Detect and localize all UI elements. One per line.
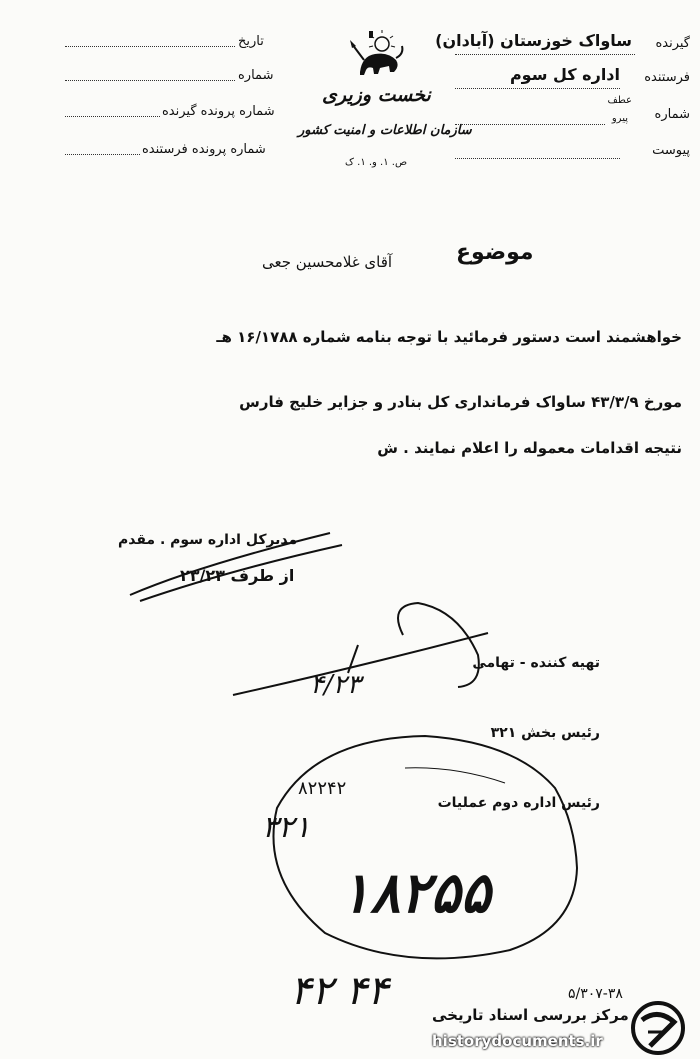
archive-logo-icon (628, 1000, 688, 1056)
number-ref-bottom: پیرو (611, 113, 628, 124)
dept-head-line: رئیس اداره دوم عملیات (437, 795, 600, 811)
sender-file-label: شماره پرونده فرستنده (142, 142, 266, 157)
lion-and-sun-emblem-icon (330, 30, 420, 80)
director-line: مدیرکل اداره سوم . مقدم (118, 532, 298, 548)
body-line-1: خواهشمند است دستور فرمائید با توجه بنامه شماره ۱۶/۱۷۸۸ هـ (216, 328, 682, 346)
ministry-title: نخست وزیری (322, 84, 431, 106)
preparer-handwritten-date: ۴/۲۳ (310, 670, 361, 700)
bottom-handwritten-number: ۴۴ ۴۲ (290, 968, 389, 1014)
sender-value: اداره کل سوم (509, 65, 620, 84)
stamp-small-number: ۸۲۲۴۲ (298, 778, 347, 799)
number-ref-top: عطف (607, 95, 632, 106)
recipient-value: ساواک خوزستان (آبادان) (435, 31, 632, 50)
ministry-code: ص. ۱. و. ۱. ک (345, 157, 408, 168)
doc-number-label: شماره (238, 68, 274, 83)
subject-value: آقای غلامحسین جعی (262, 253, 393, 271)
stamp-handwritten-big-number: ۱۸۲۵۵ (340, 860, 491, 926)
on-behalf-line: از طرف ۲۳/۲۳ (180, 566, 295, 585)
archive-name: مرکز بررسی اسناد تاریخی (432, 1006, 629, 1024)
preparer-line: تهیه کننده - تهامی (472, 655, 600, 671)
subject-label: موضوع (456, 240, 534, 265)
sender-label: فرستنده (644, 70, 690, 85)
body-line-3: نتیجه اقدامات معموله را اعلام نمایند . ش (377, 439, 682, 457)
section-head-line: رئیس بخش ۳۲۱ (490, 725, 600, 741)
number-label: شماره (654, 107, 690, 122)
archive-url: historydocuments.ir (432, 1032, 603, 1050)
date-label: تاریخ (238, 34, 264, 49)
attachment-label: پیوست (652, 143, 690, 158)
form-code: ۵/۳۰۷-۳۸ (568, 986, 623, 1002)
ministry-subtitle: سازمان اطلاعات و امنیت کشور (298, 123, 472, 138)
director-signature-scribble-icon (120, 525, 350, 605)
circular-stamp-icon (255, 728, 585, 968)
body-line-2: مورخ ۴۳/۳/۹ ساواک فرمانداری کل بنادر و جزایر خلیج فارس (239, 393, 682, 411)
recipient-file-label: شماره پرونده گیرنده (162, 104, 275, 119)
stamp-handwritten-321: ۳۲۱ (262, 810, 311, 845)
preparer-signature-scribble-icon (228, 595, 528, 705)
recipient-label: گیرنده (655, 36, 690, 51)
